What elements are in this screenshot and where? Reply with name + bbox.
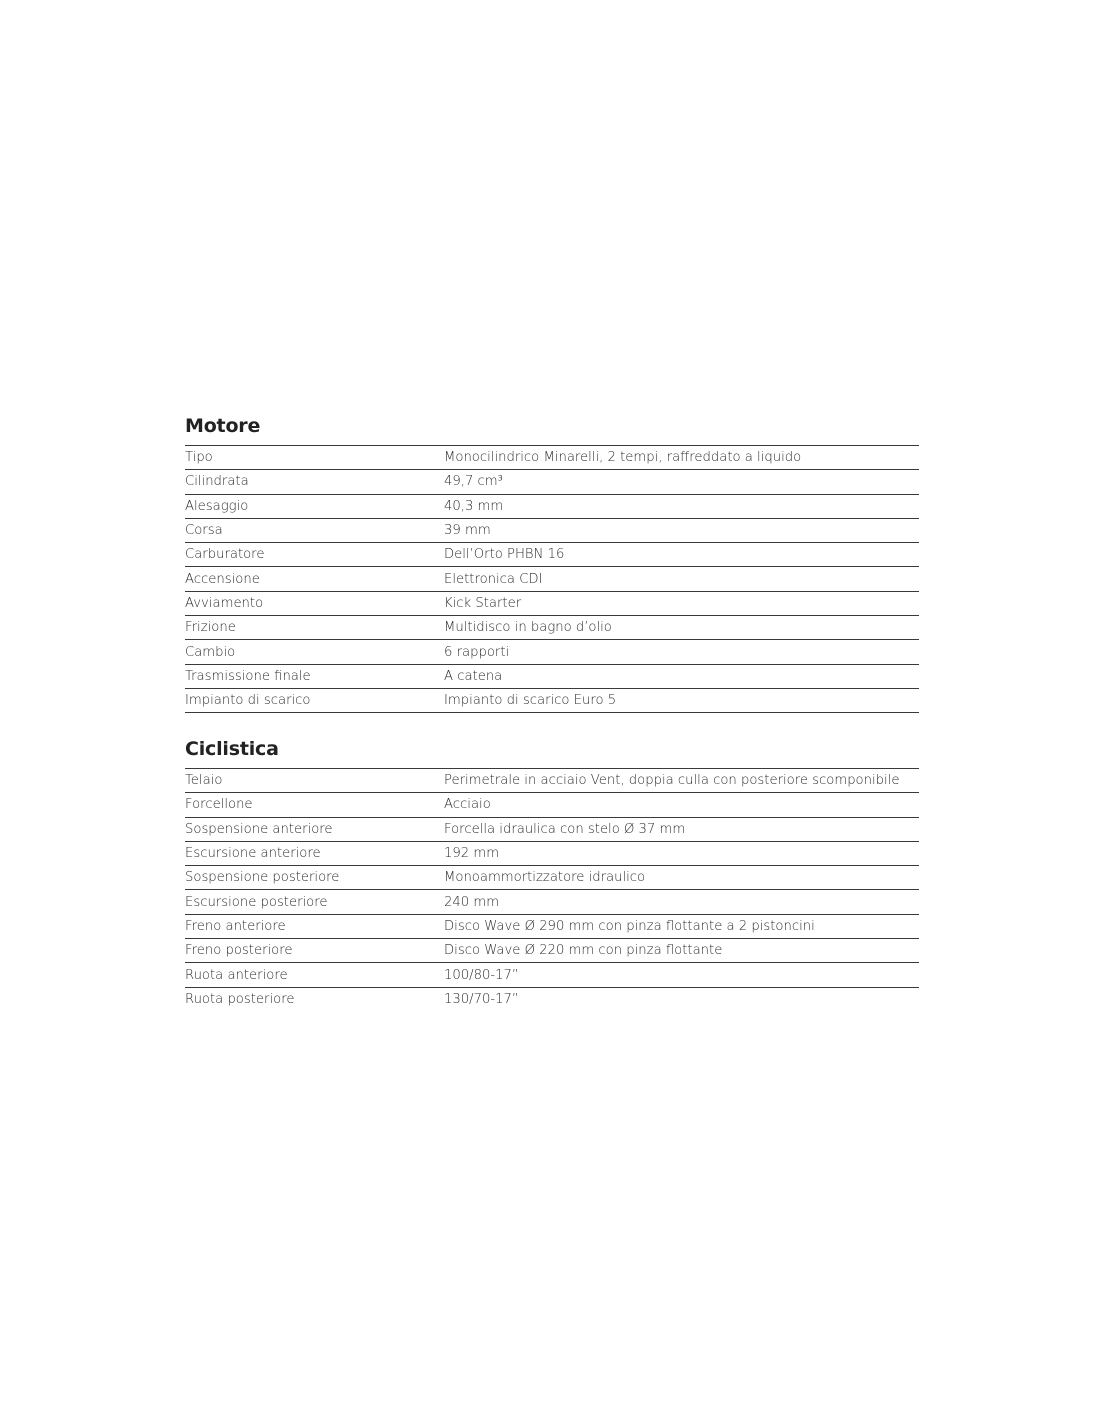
spec-label: Freno anteriore — [185, 918, 286, 934]
spec-value: 6 rapporti — [444, 644, 510, 660]
spec-label: Carburatore — [185, 547, 265, 563]
spec-label: Alesaggio — [185, 498, 249, 514]
spec-label: Cilindrata — [185, 474, 249, 490]
spec-label: Trasmissione finale — [185, 668, 311, 684]
spec-table-motore — [185, 445, 919, 713]
spec-value: Kick Starter — [444, 595, 522, 611]
spec-label: Ruota posteriore — [185, 991, 295, 1007]
section-title-ciclistica: Ciclistica — [185, 738, 279, 760]
spec-value: 130/70-17” — [444, 991, 519, 1007]
section-motore — [185, 414, 919, 713]
table-row — [185, 616, 919, 640]
spec-label: Freno posteriore — [185, 943, 293, 959]
spec-value: Acciaio — [444, 797, 491, 813]
spec-value: Disco Wave Ø 220 mm con pinza flottante — [444, 943, 723, 959]
table-row — [185, 495, 919, 519]
spec-table-ciclistica — [185, 768, 919, 1011]
spec-value: Monocilindrico Minarelli, 2 tempi, raffreddato a liquido — [444, 450, 802, 466]
spec-label: Ruota anteriore — [185, 967, 288, 983]
spec-label: Impianto di scarico — [185, 693, 311, 709]
spec-value: Perimetrale in acciaio Vent, doppia culla con posteriore scomponibile — [444, 773, 900, 789]
spec-value: 39 mm — [444, 523, 491, 539]
spec-label: Frizione — [185, 620, 236, 636]
spec-label: Avviamento — [185, 595, 264, 611]
table-row — [185, 769, 919, 793]
spec-value: Forcella idraulica con stelo Ø 37 mm — [444, 821, 686, 837]
spec-label: Escursione posteriore — [185, 894, 328, 910]
spec-value: 240 mm — [444, 894, 500, 910]
table-row — [185, 939, 919, 963]
table-row — [185, 963, 919, 987]
spec-label: Sospensione anteriore — [185, 821, 333, 837]
table-row — [185, 640, 919, 664]
spec-value: 100/80-17” — [444, 967, 519, 983]
spec-label: Sospensione posteriore — [185, 870, 340, 886]
spec-value: 49,7 cm³ — [444, 474, 503, 490]
table-row — [185, 665, 919, 689]
spec-label: Forcellone — [185, 797, 253, 813]
table-row — [185, 818, 919, 842]
table-row — [185, 842, 919, 866]
spec-label: Telaio — [185, 773, 223, 789]
table-row — [185, 446, 919, 470]
spec-value: Monoammortizzatore idraulico — [444, 870, 646, 886]
section-title-motore: Motore — [185, 415, 261, 437]
table-row — [185, 567, 919, 591]
spec-value: A catena — [444, 668, 503, 684]
spec-value: Multidisco in bagno d’olio — [444, 620, 612, 636]
spec-label: Cambio — [185, 644, 236, 660]
table-row — [185, 890, 919, 914]
spec-label: Corsa — [185, 523, 223, 539]
spec-label: Accensione — [185, 571, 260, 587]
table-row — [185, 470, 919, 494]
spec-label: Escursione anteriore — [185, 846, 321, 862]
spec-value: 40,3 mm — [444, 498, 504, 514]
table-row — [185, 866, 919, 890]
table-row — [185, 793, 919, 817]
table-row — [185, 543, 919, 567]
section-ciclistica — [185, 737, 919, 1011]
table-row — [185, 519, 919, 543]
spec-value: 192 mm — [444, 846, 500, 862]
spec-value: Dell’Orto PHBN 16 — [444, 547, 565, 563]
table-row — [185, 592, 919, 616]
spec-value: Impianto di scarico Euro 5 — [444, 693, 617, 709]
table-row — [185, 915, 919, 939]
spec-label: Tipo — [185, 450, 213, 466]
table-row — [185, 988, 919, 1011]
spec-value: Elettronica CDI — [444, 571, 543, 587]
table-row — [185, 689, 919, 713]
spec-value: Disco Wave Ø 290 mm con pinza flottante a 2 pistoncini — [444, 918, 815, 934]
